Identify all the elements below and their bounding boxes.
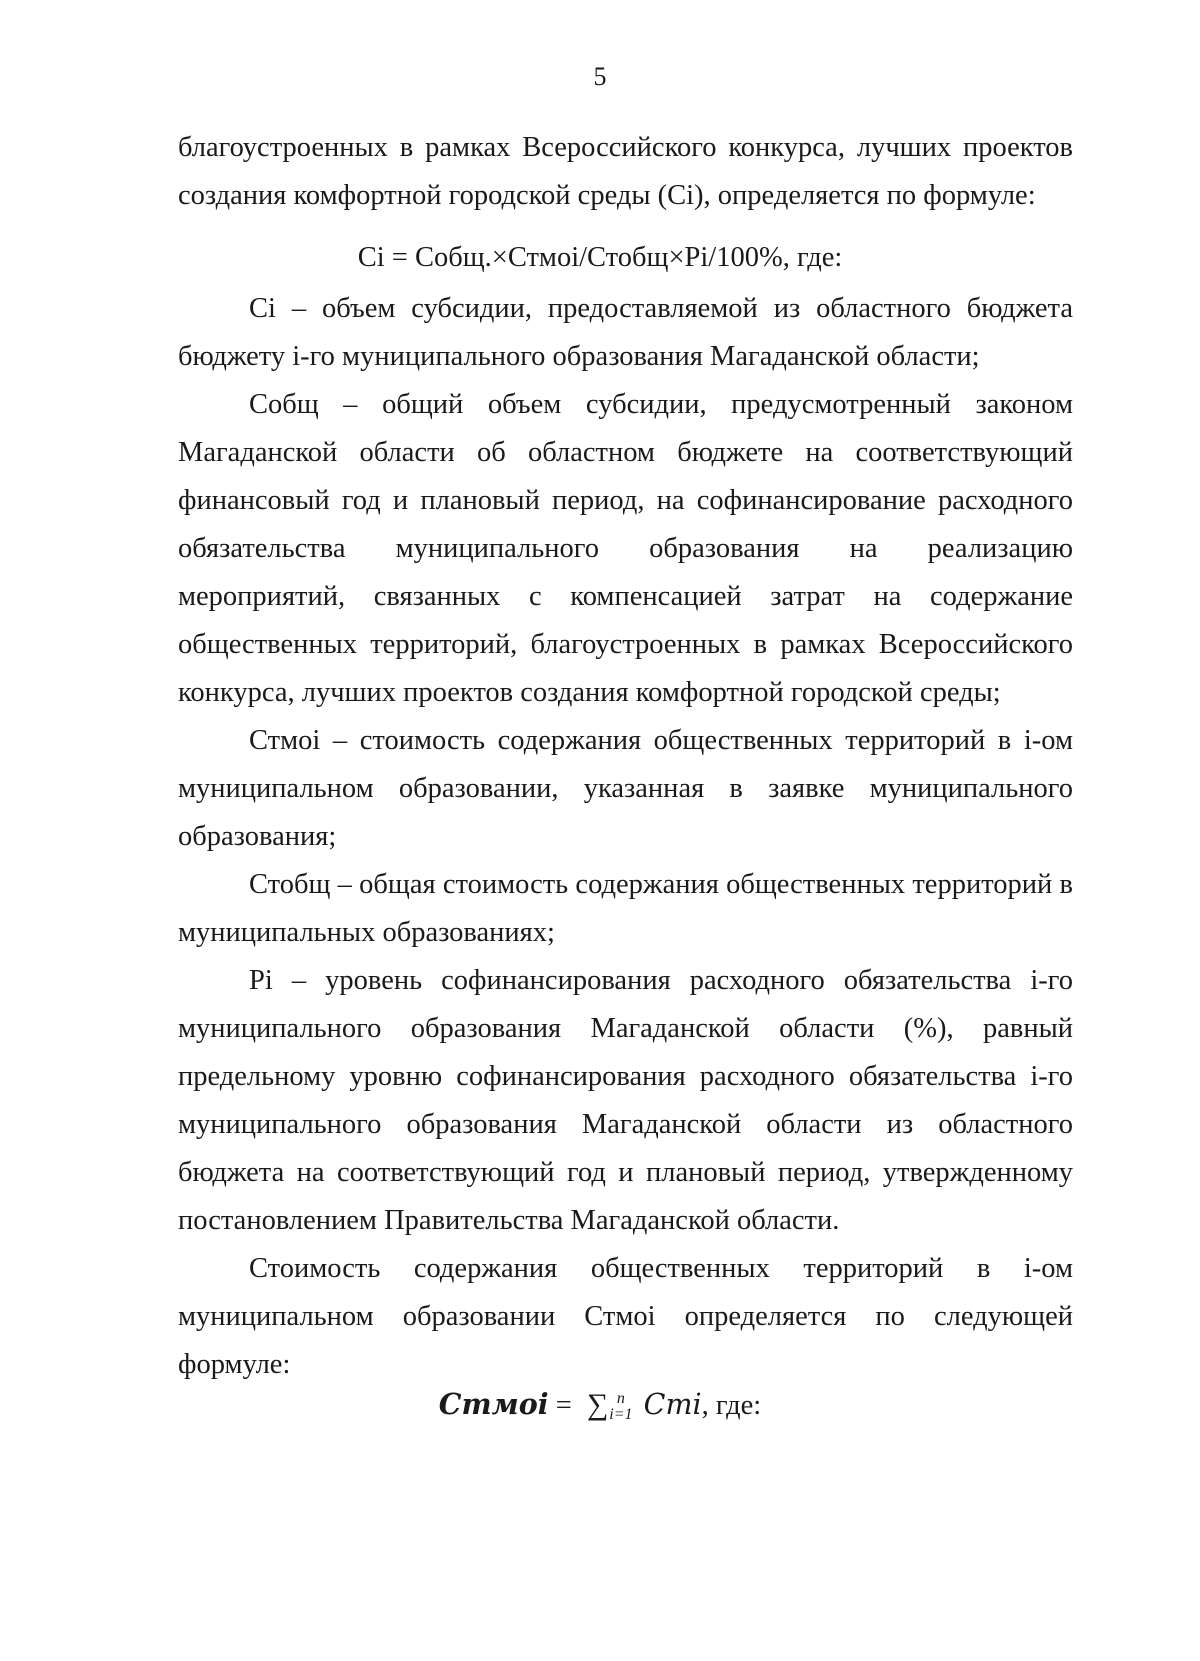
formula-stmoi: [0, 1384, 1200, 1426]
page-number: 5: [593, 62, 607, 91]
formula-lhs: Стмоi: [438, 1387, 549, 1421]
formula-term: Стi: [643, 1388, 702, 1421]
definition-ci: Ci – объем субсидии, предоставляемой из областного бюджета бюджету i-го муниципального образования Магаданской области;: [178, 293, 1073, 372]
definitions-block: [178, 285, 1073, 1389]
sum-upper-limit: n: [616, 1390, 625, 1408]
formula-equals: =: [555, 1390, 572, 1421]
definition-stmoi: Стмоi – стоимость содержания общественных территорий в i-ом муниципальном образовании, указанная в заявке муниципального образования;: [178, 725, 1073, 852]
definition-stobshch: Стобщ – общая стоимость содержания общественных территорий в муниципальных образованиях;: [178, 869, 1073, 948]
formula-suffix: , где:: [701, 1390, 762, 1421]
definition-sobshch: Собщ – общий объем субсидии, предусмотренный законом Магаданской области об областном бюджете на соответствующий финансовый год и плановый период, на софинансирование расходного обязательства муниципального образования на реализацию мероприятий, связанных с компенсацией затрат на содержание общественных территорий, благоустроенных в рамках Всероссийского конкурса, лучших проектов создания комфортной городской среды;: [178, 389, 1073, 708]
sum-sign: ∑: [586, 1388, 609, 1421]
stmoi-formula-intro: Стоимость содержания общественных территорий в i-ом муниципальном образовании Стмоi определяется по следующей формуле:: [178, 1253, 1073, 1380]
sum-operator: [587, 1385, 633, 1426]
sum-lower-limit: i=1: [609, 1406, 633, 1424]
intro-line-1: благоустроенных в рамках Всероссийского конкурса, лучших проектов: [178, 132, 1073, 163]
formula-subsidy: Ci = Собщ.×Стмоi/Стобщ×Pi/100%, где:: [357, 242, 843, 273]
intro-line-2: создания комфортной городской среды (Ci), определяется по формуле:: [178, 180, 1036, 211]
sum-limits: [609, 1391, 632, 1423]
definition-pi: Pi – уровень софинансирования расходного обязательства i-го муниципального образования Магаданской области (%), равный предельному уровню софинансирования расходного обязательства i-го муниципального образования Магаданской области из областного бюджета на соответствующий год и плановый период, утвержденному постановлением Правительства Магаданской области.: [178, 965, 1073, 1236]
intro-text: [178, 124, 1073, 220]
